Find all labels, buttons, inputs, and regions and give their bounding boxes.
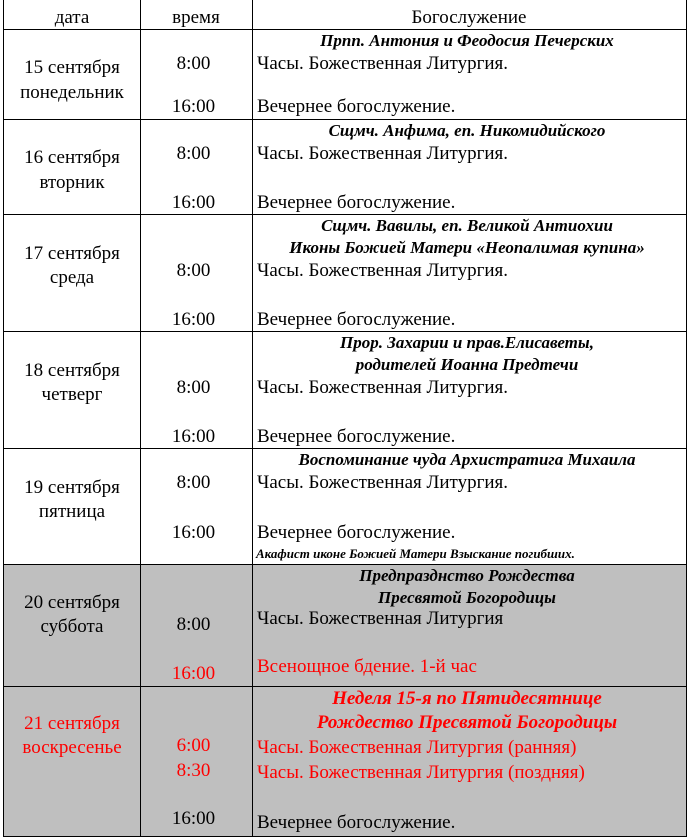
- day-date: 20 сентября: [24, 592, 120, 613]
- feast-title: Рождество Пресвятой Богородицы: [316, 712, 618, 733]
- day-date: 15 сентября: [24, 57, 120, 78]
- service-time: 16:00: [171, 309, 216, 330]
- service-time: 16:00: [171, 808, 216, 829]
- service-name: Часы. Божественная Литургия (поздняя): [257, 762, 585, 783]
- service-time: 16:00: [171, 426, 216, 447]
- day-date: 21 сентября: [24, 713, 120, 734]
- service-name: Часы. Божественная Литургия (ранняя): [257, 737, 577, 758]
- row-rule: [3, 686, 687, 687]
- day-date: 17 сентября: [24, 243, 120, 264]
- service-time: 8:00: [176, 614, 211, 635]
- day-weekday: вторник: [39, 172, 105, 193]
- service-name: Часы. Божественная Литургия.: [257, 472, 509, 493]
- day-weekday: среда: [49, 267, 95, 288]
- service-note: Акафист иконе Божией Матери Взыскание погибших.: [256, 546, 575, 561]
- feast-title: Сщмч. Анфима, еп. Никомидийского: [328, 121, 606, 140]
- service-name: Часы. Божественная Литургия.: [257, 53, 509, 74]
- feast-title: Прпп. Антония и Феодосия Печерских: [320, 31, 614, 50]
- service-name: Часы. Божественная Литургия: [257, 608, 504, 629]
- feast-title: Сщмч. Вавилы, еп. Великой Антиохии: [321, 216, 613, 235]
- day-weekday: пятница: [38, 501, 106, 522]
- feast-title: Пресвятой Богородицы: [378, 588, 556, 607]
- day-date: 19 сентября: [24, 477, 120, 498]
- feast-title: Воспоминание чуда Архистратига Михаила: [298, 450, 636, 469]
- service-time: 16:00: [171, 96, 216, 117]
- feast-title: родителей Иоанна Предтечи: [355, 355, 579, 374]
- service-time: 8:00: [176, 143, 211, 164]
- day-weekday: воскресенье: [22, 737, 122, 758]
- service-time: 16:00: [171, 522, 216, 543]
- left-border: [3, 0, 4, 837]
- header-date: дата: [54, 7, 90, 28]
- service-time: 8:30: [176, 760, 211, 781]
- service-name: Часы. Божественная Литургия.: [257, 143, 509, 164]
- service-time: 8:00: [176, 377, 211, 398]
- day-date: 18 сентября: [24, 360, 120, 381]
- service-name: Вечернее богослужение.: [257, 812, 456, 833]
- service-name: Вечернее богослужение.: [257, 309, 456, 330]
- service-name: Вечернее богослужение.: [257, 522, 456, 543]
- service-name: Вечернее богослужение.: [257, 192, 456, 213]
- service-name: Вечернее богослужение.: [257, 426, 456, 447]
- service-name: Часы. Божественная Литургия.: [257, 377, 509, 398]
- feast-title: Прор. Захарии и прав.Елисаветы,: [340, 333, 594, 352]
- feast-title: Неделя 15-я по Пятидесятнице: [332, 688, 602, 709]
- service-time: 16:00: [171, 663, 216, 684]
- day-weekday: понедельник: [20, 82, 124, 103]
- day-date: 16 сентября: [24, 147, 120, 168]
- service-time: 8:00: [176, 53, 211, 74]
- service-name: Часы. Божественная Литургия.: [257, 260, 509, 281]
- service-name: Всенощное бдение. 1-й час: [257, 656, 477, 677]
- service-time: 8:00: [176, 260, 211, 281]
- day-weekday: четверг: [41, 384, 103, 405]
- service-time: 6:00: [176, 735, 211, 756]
- column-divider: [140, 0, 141, 837]
- header-service: Богослужение: [411, 7, 527, 28]
- header-time: время: [172, 7, 220, 28]
- service-time: 16:00: [171, 192, 216, 213]
- feast-title: Иконы Божией Матери «Неопалимая купина»: [289, 238, 645, 257]
- feast-title: Предпразднство Рождества: [359, 566, 575, 585]
- service-time: 8:00: [176, 472, 211, 493]
- day-weekday: суббота: [40, 616, 104, 637]
- service-name: Вечернее богослужение.: [257, 96, 456, 117]
